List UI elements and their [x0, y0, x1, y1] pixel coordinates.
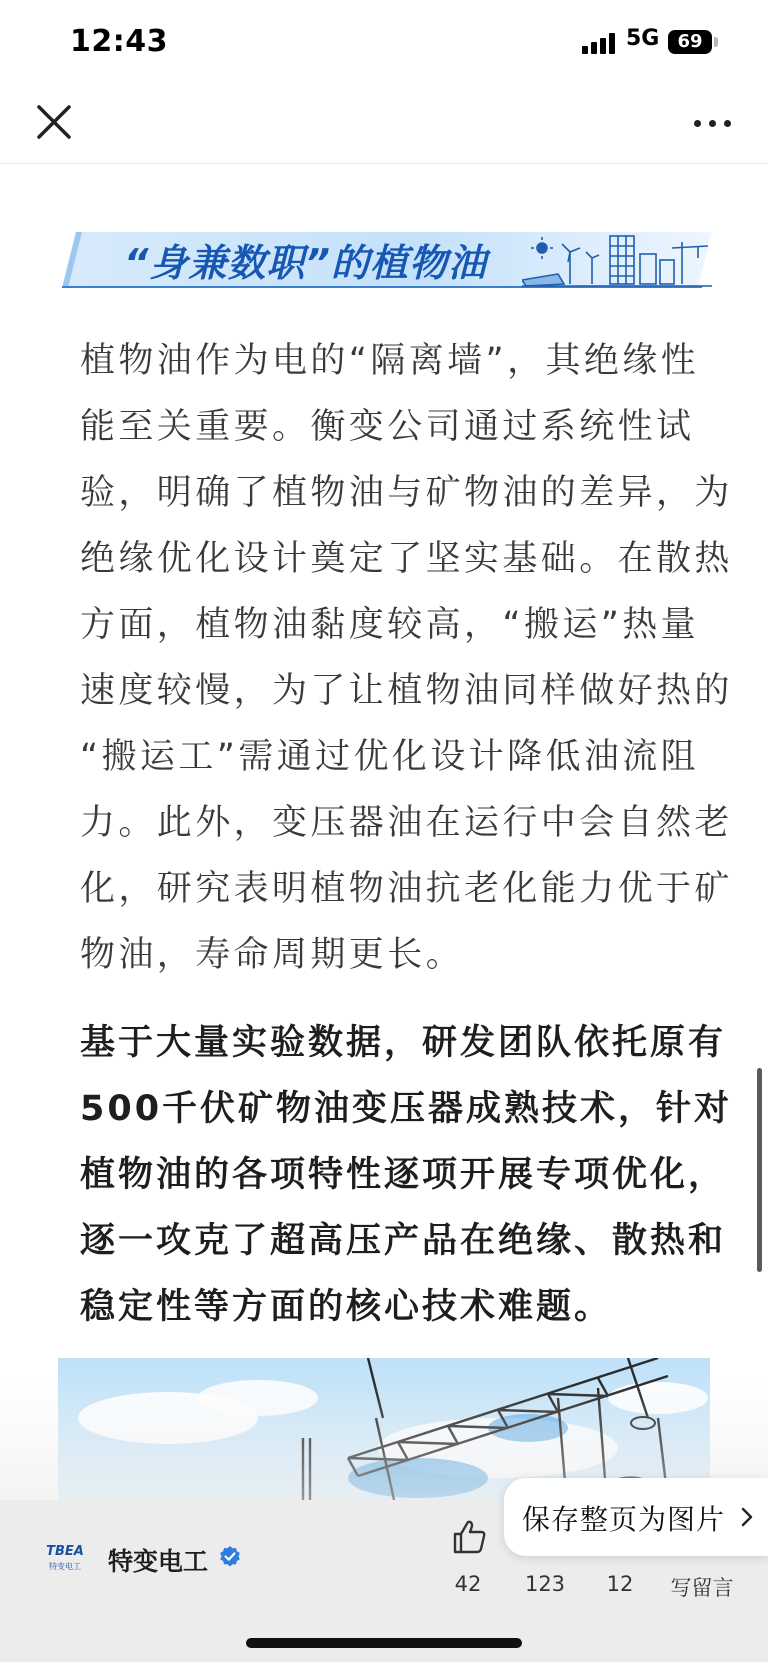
- paragraph-line: 植物油的各项特性逐项开展专项优化，: [80, 1155, 727, 1195]
- paragraph-line: 基于大量实验数据，研发团队依托原有: [80, 1023, 727, 1063]
- like-icon[interactable]: [450, 1518, 488, 1556]
- battery-icon: 69: [668, 30, 712, 54]
- section-banner: [62, 228, 712, 290]
- save-page-label: 保存整页为图片: [522, 1503, 726, 1536]
- paragraph-line: 验，明确了植物油与矿物油的差异，为: [80, 473, 733, 513]
- paragraph-line: 方面，植物油黏度较高，“搬运”热量: [80, 605, 700, 645]
- paragraph-line: 绝缘优化设计奠定了坚实基础。在散热: [80, 539, 733, 579]
- paragraph-line: 植物油作为电的“隔离墙”，其绝缘性: [80, 341, 700, 381]
- logo-subtext: 特变电工: [49, 1562, 81, 1571]
- paragraph-line: 化，研究表明植物油抗老化能力优于矿: [80, 869, 733, 909]
- paragraph-line: 能至关重要。衡变公司通过系统性试: [80, 407, 695, 447]
- section-title: “身兼数职”的植物油: [124, 241, 487, 285]
- network-type: 5G: [626, 26, 660, 51]
- paragraph-line: 力。此外，变压器油在运行中会自然老: [80, 803, 733, 843]
- home-indicator[interactable]: [246, 1638, 522, 1648]
- battery-tip: [714, 37, 718, 47]
- share-count[interactable]: 123: [524, 1572, 566, 1596]
- status-bar: [0, 0, 768, 88]
- paragraph-line: 速度较慢，为了让植物油同样做好热的: [80, 671, 733, 711]
- close-icon[interactable]: [34, 102, 74, 142]
- tbea-logo[interactable]: [42, 1544, 88, 1576]
- paragraph-line: 500千伏矿物油变压器成熟技术，针对: [80, 1089, 733, 1129]
- chevron-right-icon: [740, 1506, 754, 1528]
- paragraph-line: “搬运工”需通过优化设计降低油流阻: [80, 737, 700, 777]
- account-name[interactable]: 特变电工: [108, 1547, 209, 1576]
- logo-text: TBEA: [46, 1544, 84, 1559]
- more-icon[interactable]: [694, 118, 734, 130]
- energy-illustration-icon: [522, 228, 712, 290]
- status-time: 12:43: [70, 24, 168, 59]
- paragraph-line: 逐一攻克了超高压产品在绝缘、散热和: [80, 1221, 727, 1261]
- paragraph-line: 稳定性等方面的核心技术难题。: [80, 1287, 613, 1327]
- paragraph-line: 物油，寿命周期更长。: [80, 935, 465, 975]
- comment-button[interactable]: 写留言: [670, 1576, 734, 1600]
- verified-badge-icon: [218, 1545, 242, 1569]
- article-paragraph-1: [80, 328, 733, 988]
- favorite-count[interactable]: 12: [606, 1572, 634, 1596]
- signal-icon: [582, 32, 622, 54]
- scrollbar-thumb[interactable]: [757, 1068, 762, 1272]
- article-paragraph-2: [80, 1010, 733, 1340]
- top-nav: [0, 88, 768, 164]
- save-page-as-image-button[interactable]: [504, 1478, 768, 1556]
- like-count: 42: [454, 1572, 482, 1596]
